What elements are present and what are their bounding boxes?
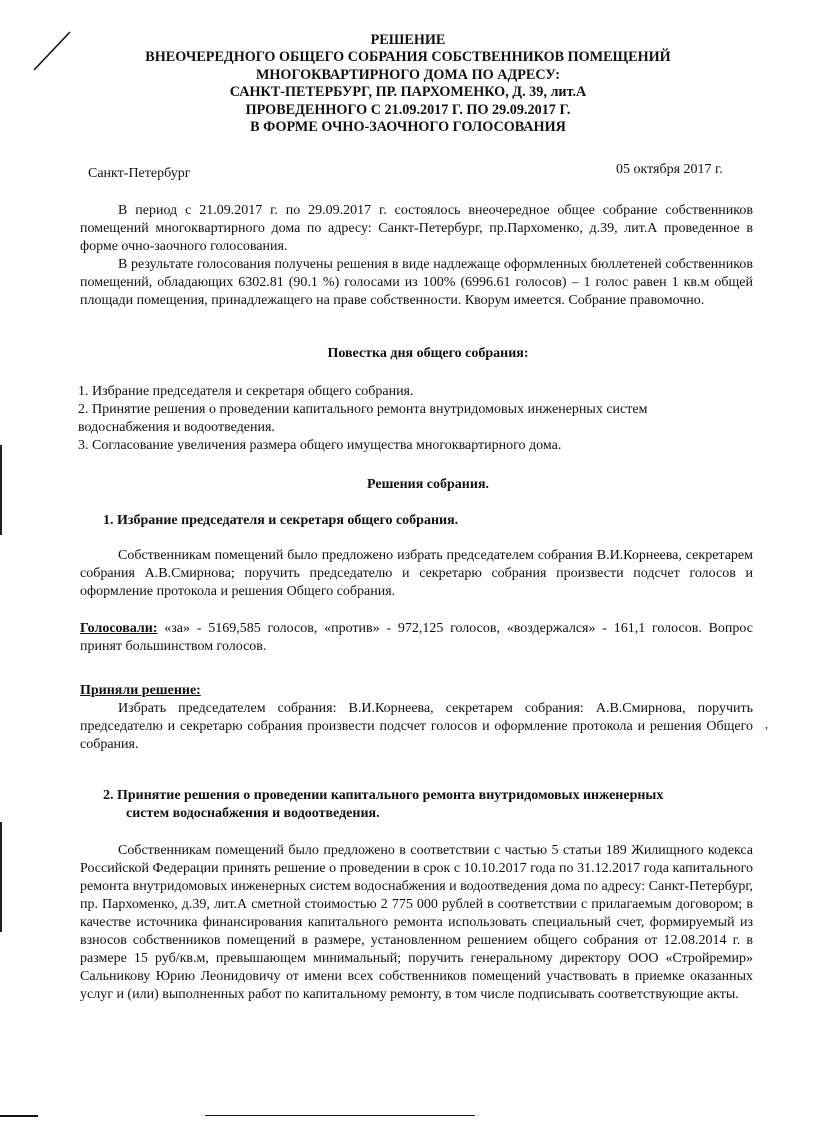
document-title (60, 32, 756, 136)
agenda-item-3: 3. Согласование увеличения размера общего имущества многоквартирного дома. (78, 438, 562, 453)
scan-edge-mark (0, 445, 2, 535)
agenda-heading: Повестка дня общего собрания: (327, 346, 529, 361)
intro-paragraph-2: В результате голосования получены решения в виде надлежаще оформленных бюллетеней собственников помещений, обладающих 6302.81 (90.1 %) голосами из 100% (6996.61 голосов) – 1 голос равен 1 кв.м общей площади помещения, принадлежащего на праве собственности. Кворум имеется. Собрание правомочно. (80, 257, 753, 308)
section-2-proposal: Собственникам помещений было предложено в соответствии с частью 5 статьи 189 Жилищного кодекса Российской Федерации принять решение о проведении в срок с 10.10.2017 года по 31.12.2017 года капитального ремонта внутридомовых инженерных систем водоснабжения и водоотведения дома по адресу: Санкт-Петербург, пр. Пархоменко, д.39, лит.А сметной стоимостью 2 775 000 рублей в соответствии с прилагаемым договором; в качестве источника финансирования капитального ремонта использовать специальный счет, формируемый из взносов собственников помещений в размере, установленном решением общего собрания от 12.08.2014 г. в размере 15 руб/кв.м, превышающем минимальный; поручить генеральному директору ООО «Стройремир» Сальникову Юрию Леонидовичу от имени всех собственников помещений участвовать в приемке оказанных услуг и (или) выполненных работ по капитальному ремонту, в том числе подписывать соответствующие акты. (80, 843, 753, 1002)
decision-text: Избрать председателем собрания: В.И.Корнеева, секретарем собрания: А.В.Смирнова, поручить председателю и секретарю собрания произвести подсчет голосов и оформление протокола и решения Общего собрания. (80, 701, 753, 752)
section-2-title-line-1: 2. Принятие решения о проведении капитального ремонта внутридомовых инженерных (103, 788, 664, 803)
intro-paragraph-1: В период с 21.09.2017 г. по 29.09.2017 г. состоялось внеочередное общее собрание собственников помещений многоквартирного дома по адресу: Санкт-Петербург, пр.Пархоменко, д.39, лит.А проведенное в форме очно-заочного голосования. (80, 203, 753, 254)
section-1-decision (80, 682, 753, 754)
title-line-6: В ФОРМЕ ОЧНО-ЗАОЧНОГО ГОЛОСОВАНИЯ (250, 119, 566, 136)
agenda-item-2-cont: водоснабжения и водоотведения. (78, 420, 275, 435)
section-2-title-line-2: систем водоснабжения и водоотведения. (126, 806, 380, 821)
agenda-item-2: 2. Принятие решения о проведении капитального ремонта внутридомовых инженерных систем (78, 402, 648, 417)
scan-speck: , (765, 717, 768, 731)
city-label: Санкт-Петербург (88, 166, 191, 181)
document-date: 05 октября 2017 г. (616, 162, 723, 177)
title-line-3: МНОГОКВАРТИРНОГО ДОМА ПО АДРЕСУ: (256, 66, 560, 83)
voted-label: Голосовали: (80, 621, 158, 636)
section-1-proposal: Собственникам помещений было предложено избрать председателем собрания В.И.Корнеева, секретарем собрания А.В.Смирнова; поручить председателю и секретарю собрания произвести подсчет голосов и оформление протокола и решения Общего собрания. (80, 548, 753, 599)
title-line-5: ПРОВЕДЕННОГО С 21.09.2017 Г. ПО 29.09.2017 Г. (245, 101, 571, 118)
decisions-heading: Решения собрания. (366, 477, 490, 492)
decision-label: Приняли решение: (80, 683, 201, 698)
voted-text: «за» - 5169,585 голосов, «против» - 972,125 голосов, «воздержался» - 161,1 голосов. Вопрос принят большинством голосов. (80, 621, 753, 654)
footer-rule-left (0, 1115, 38, 1117)
section-1-vote (80, 620, 753, 656)
agenda-item-1: 1. Избрание председателя и секретаря общего собрания. (78, 384, 414, 399)
section-2-title (103, 787, 763, 823)
scan-edge-mark (0, 822, 2, 932)
title-line-4: САНКТ-ПЕТЕРБУРГ, ПР. ПАРХОМЕНКО, Д. 39, лит.А (229, 84, 587, 101)
section-1-title: 1. Избрание председателя и секретаря общего собрания. (103, 513, 459, 528)
title-line-2: ВНЕОЧЕРЕДНОГО ОБЩЕГО СОБРАНИЯ СОБСТВЕННИКОВ ПОМЕЩЕНИЙ (145, 49, 671, 66)
footer-rule (205, 1115, 475, 1116)
title-line-1: РЕШЕНИЕ (370, 32, 446, 48)
agenda-list (78, 383, 758, 455)
